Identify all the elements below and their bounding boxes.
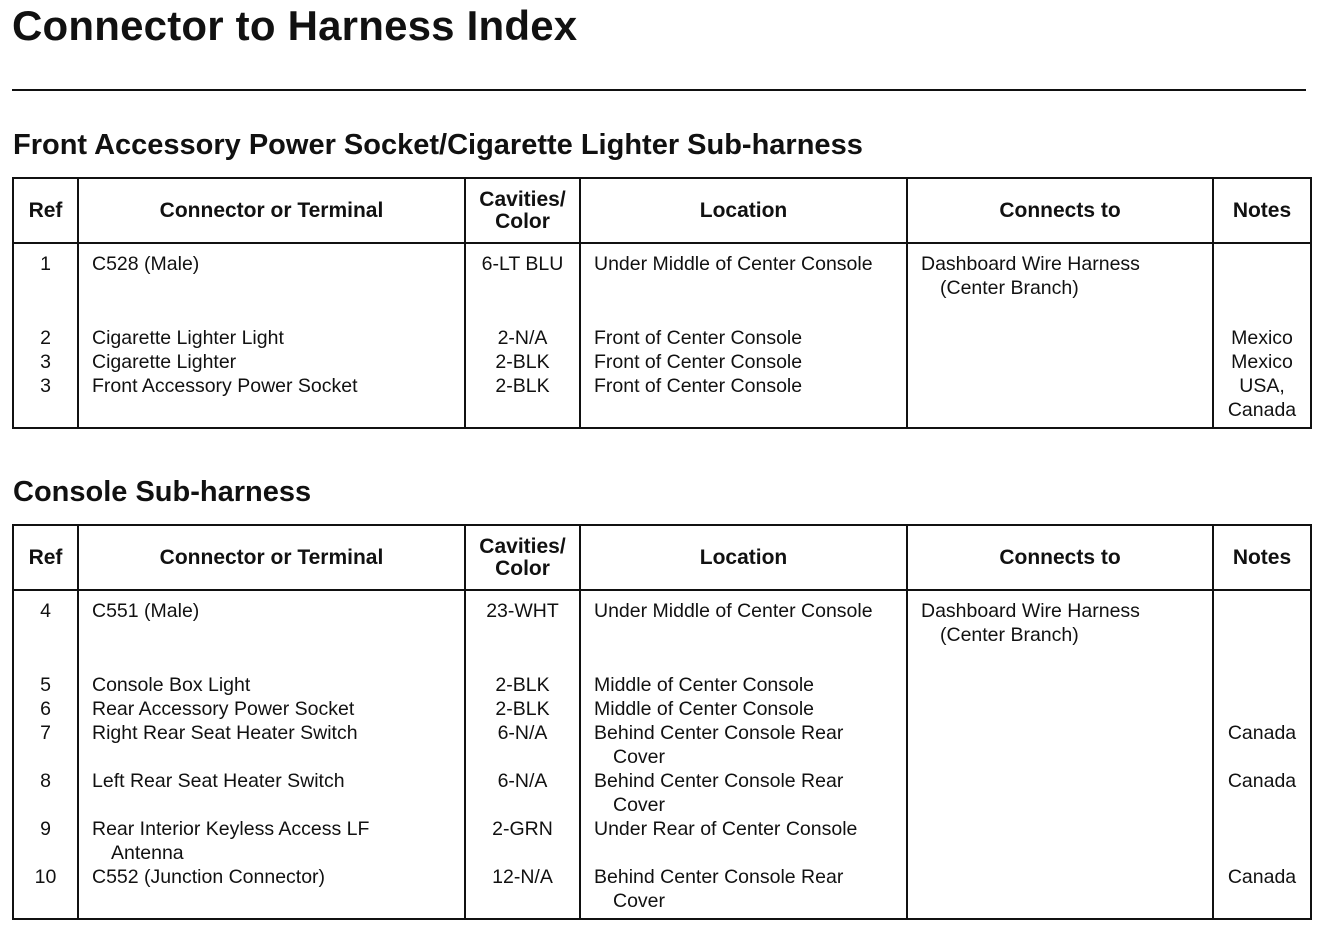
cell-connector-text: C528 (Male) [92,253,200,275]
cell-connector [78,721,465,769]
cell-notes: Canada [1213,769,1311,817]
cell-connector [78,817,465,865]
cell-location [580,697,907,721]
title-divider [12,89,1306,91]
cell-connector-text: C552 (Junction Connector) [92,866,326,888]
cell-cavities: 23-WHT [465,590,580,647]
cell-location-text: Behind Center Console Rear Cover [594,866,844,912]
cell-notes: Canada [1213,721,1311,769]
cell-cavities: 6-LT BLU [465,243,580,300]
cell-cavities: 2-N/A [465,300,580,350]
cell-connects-to [907,769,1213,817]
cell-ref: 3 [13,374,78,428]
cell-cavities: 2-BLK [465,350,580,374]
cell-connects-to [907,721,1213,769]
cell-notes [1213,697,1311,721]
cell-connector [78,647,465,697]
cell-location-text: Behind Center Console Rear Cover [594,770,844,816]
cell-connector-text: Console Box Light [92,674,251,696]
cell-location-text: Front of Center Console [594,375,803,397]
column-header-cavities [465,178,580,243]
cell-connects-to [907,647,1213,697]
table-header-row [13,178,1311,243]
column-header-ref: Ref [13,525,78,590]
cell-location-text: Under Middle of Center Console [594,600,873,622]
cell-location [580,647,907,697]
cell-notes [1213,590,1311,647]
cell-connector-text: C551 (Male) [92,600,200,622]
table-row [13,243,1311,300]
table-row [13,374,1311,428]
cell-connects-to [907,590,1213,647]
column-header-notes: Notes [1213,178,1311,243]
cell-notes [1213,374,1311,428]
cell-location [580,721,907,769]
cell-connector-text: Front Accessory Power Socket [92,375,358,397]
cell-ref: 9 [13,817,78,865]
cell-location [580,374,907,428]
cell-notes [1213,647,1311,697]
table-row [13,697,1311,721]
cell-notes: Mexico [1213,300,1311,350]
cell-connector [78,590,465,647]
cell-location [580,243,907,300]
cell-cavities: 2-GRN [465,817,580,865]
cell-connector-text: Cigarette Lighter [92,351,237,373]
cell-location [580,817,907,865]
section-title-console: Console Sub-harness [13,476,312,508]
cell-ref: 4 [13,590,78,647]
cell-connector [78,300,465,350]
table-row [13,647,1311,697]
cell-connects-to-text: Dashboard Wire Harness (Center Branch) [921,253,1140,299]
cell-cavities: 2-BLK [465,647,580,697]
cell-connector [78,769,465,817]
cell-location [580,769,907,817]
cell-cavities: 2-BLK [465,374,580,428]
cell-connects-to [907,865,1213,919]
column-header-location: Location [580,178,907,243]
cell-connector-text: Left Rear Seat Heater Switch [92,770,345,792]
cell-ref: 2 [13,300,78,350]
harness-table-console [12,524,1312,920]
cell-location-text: Under Middle of Center Console [594,253,873,275]
table-row [13,721,1311,769]
cell-connector [78,350,465,374]
cell-connects-to [907,374,1213,428]
cell-ref: 6 [13,697,78,721]
cell-connector [78,697,465,721]
cell-location-text: Front of Center Console [594,327,803,349]
table-row [13,300,1311,350]
cell-location [580,300,907,350]
table-row [13,817,1311,865]
cell-ref: 10 [13,865,78,919]
cell-cavities: 6-N/A [465,721,580,769]
cell-connector-text: Right Rear Seat Heater Switch [92,722,358,744]
table-row [13,865,1311,919]
cell-location-text: Middle of Center Console [594,698,815,720]
cell-ref: 5 [13,647,78,697]
harness-table-front-accessory [12,177,1312,429]
cell-connects-to [907,243,1213,300]
cell-connector [78,374,465,428]
cell-ref: 8 [13,769,78,817]
table-row [13,769,1311,817]
cell-connects-to [907,350,1213,374]
cell-connector-text: Rear Interior Keyless Access LF Antenna [92,818,370,864]
section-title-front-accessory: Front Accessory Power Socket/Cigarette Lighter Sub-harness [13,129,863,161]
column-header-location: Location [580,525,907,590]
cell-connects-to [907,697,1213,721]
column-header-cavities-text: Cavities/ Color [479,187,566,233]
column-header-notes: Notes [1213,525,1311,590]
cell-location-text: Middle of Center Console [594,674,815,696]
cell-cavities: 12-N/A [465,865,580,919]
cell-location [580,865,907,919]
cell-ref: 1 [13,243,78,300]
cell-connector [78,243,465,300]
column-header-ref: Ref [13,178,78,243]
cell-ref: 3 [13,350,78,374]
table-header-row [13,525,1311,590]
table-row [13,350,1311,374]
cell-connector [78,865,465,919]
column-header-connects-to: Connects to [907,178,1213,243]
table-row [13,590,1311,647]
cell-connects-to [907,817,1213,865]
page-title: Connector to Harness Index [12,2,578,49]
cell-location-text: Behind Center Console Rear Cover [594,722,844,768]
cell-notes-text: USA, Canada [1227,375,1297,421]
cell-location-text: Under Rear of Center Console [594,818,858,840]
cell-connector-text: Cigarette Lighter Light [92,327,284,349]
cell-ref: 7 [13,721,78,769]
column-header-connector: Connector or Terminal [78,525,465,590]
cell-connects-to [907,300,1213,350]
column-header-cavities-text: Cavities/ Color [479,534,566,580]
cell-location-text: Front of Center Console [594,351,803,373]
column-header-connector: Connector or Terminal [78,178,465,243]
column-header-cavities [465,525,580,590]
cell-notes: Canada [1213,865,1311,919]
cell-cavities: 2-BLK [465,697,580,721]
cell-notes: Mexico [1213,350,1311,374]
cell-connects-to-text: Dashboard Wire Harness (Center Branch) [921,600,1140,646]
column-header-connects-to: Connects to [907,525,1213,590]
cell-connector-text: Rear Accessory Power Socket [92,698,355,720]
cell-notes [1213,817,1311,865]
cell-notes [1213,243,1311,300]
cell-location [580,350,907,374]
cell-cavities: 6-N/A [465,769,580,817]
cell-location [580,590,907,647]
